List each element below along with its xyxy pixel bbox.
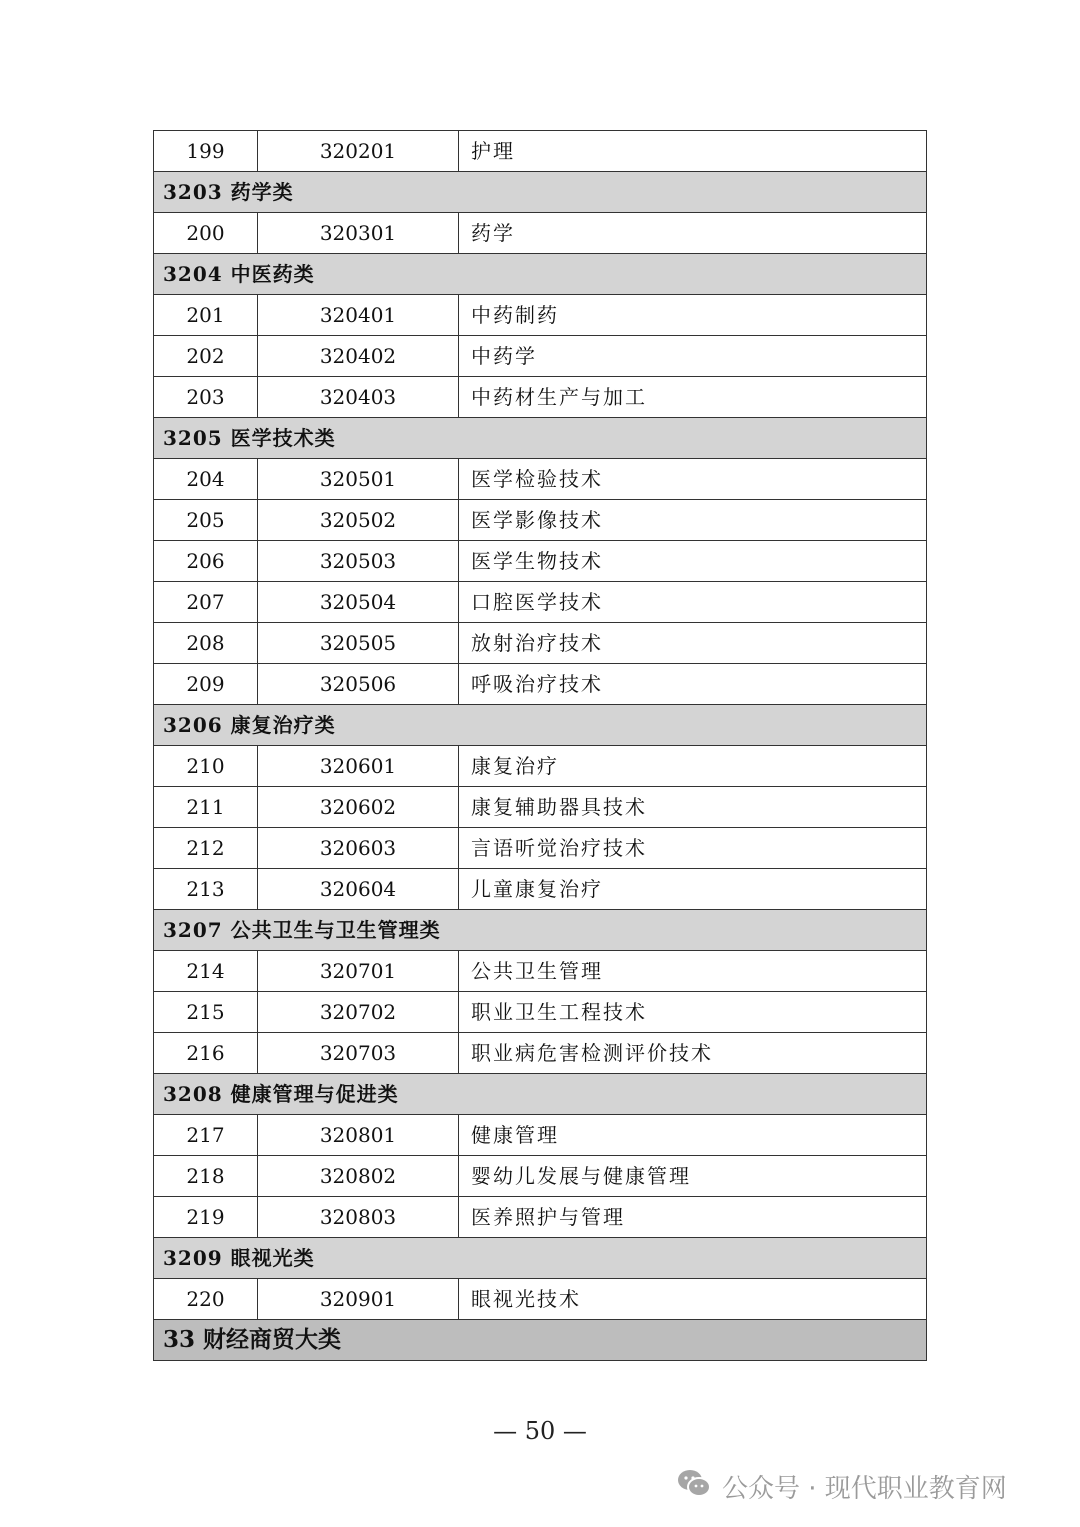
major-category-label: 33 财经商贸大类 — [154, 1320, 927, 1361]
row-name: 医养照护与管理 — [459, 1197, 927, 1238]
row-seq: 212 — [154, 828, 258, 869]
row-name: 康复治疗 — [459, 746, 927, 787]
table-row — [154, 295, 927, 336]
table-row — [154, 992, 927, 1033]
row-code: 320701 — [258, 951, 459, 992]
row-code: 320403 — [258, 377, 459, 418]
category-label: 3209 眼视光类 — [154, 1238, 927, 1279]
category-label: 3206 康复治疗类 — [154, 705, 927, 746]
table-row — [154, 1197, 927, 1238]
row-seq: 207 — [154, 582, 258, 623]
major-category-row — [154, 1320, 927, 1361]
row-name: 中药学 — [459, 336, 927, 377]
row-code: 320201 — [258, 131, 459, 172]
row-seq: 200 — [154, 213, 258, 254]
category-row — [154, 172, 927, 213]
category-row — [154, 1074, 927, 1115]
table-row — [154, 623, 927, 664]
row-code: 320602 — [258, 787, 459, 828]
wechat-icon — [676, 1467, 712, 1506]
table-row — [154, 1033, 927, 1074]
row-seq: 202 — [154, 336, 258, 377]
row-name: 婴幼儿发展与健康管理 — [459, 1156, 927, 1197]
table-body — [154, 131, 927, 1361]
row-name: 中药材生产与加工 — [459, 377, 927, 418]
category-label: 3207 公共卫生与卫生管理类 — [154, 910, 927, 951]
major-catalog-table — [153, 130, 927, 1361]
row-name: 康复辅助器具技术 — [459, 787, 927, 828]
row-name: 医学生物技术 — [459, 541, 927, 582]
table-row — [154, 787, 927, 828]
row-code: 320301 — [258, 213, 459, 254]
row-code: 320504 — [258, 582, 459, 623]
major-catalog-table-container — [153, 130, 927, 1361]
table-row — [154, 1115, 927, 1156]
table-row — [154, 500, 927, 541]
row-code: 320604 — [258, 869, 459, 910]
row-name: 药学 — [459, 213, 927, 254]
row-code: 320401 — [258, 295, 459, 336]
row-seq: 203 — [154, 377, 258, 418]
category-row — [154, 254, 927, 295]
category-label: 3204 中医药类 — [154, 254, 927, 295]
table-row — [154, 1279, 927, 1320]
row-seq: 204 — [154, 459, 258, 500]
row-name: 职业病危害检测评价技术 — [459, 1033, 927, 1074]
row-code: 320501 — [258, 459, 459, 500]
table-row — [154, 828, 927, 869]
row-name: 护理 — [459, 131, 927, 172]
row-code: 320802 — [258, 1156, 459, 1197]
table-row — [154, 664, 927, 705]
table-row — [154, 336, 927, 377]
row-seq: 209 — [154, 664, 258, 705]
table-row — [154, 869, 927, 910]
row-code: 320702 — [258, 992, 459, 1033]
table-row — [154, 582, 927, 623]
row-code: 320505 — [258, 623, 459, 664]
watermark — [676, 1466, 1007, 1506]
category-row — [154, 705, 927, 746]
row-seq: 205 — [154, 500, 258, 541]
row-code: 320502 — [258, 500, 459, 541]
row-seq: 206 — [154, 541, 258, 582]
row-seq: 219 — [154, 1197, 258, 1238]
row-name: 医学影像技术 — [459, 500, 927, 541]
watermark-text: 公众号 · 现代职业教育网 — [722, 1473, 1007, 1504]
row-name: 职业卫生工程技术 — [459, 992, 927, 1033]
row-seq: 220 — [154, 1279, 258, 1320]
row-seq: 213 — [154, 869, 258, 910]
row-code: 320503 — [258, 541, 459, 582]
row-name: 医学检验技术 — [459, 459, 927, 500]
row-name: 中药制药 — [459, 295, 927, 336]
row-name: 公共卫生管理 — [459, 951, 927, 992]
row-name: 言语听觉治疗技术 — [459, 828, 927, 869]
table-row — [154, 746, 927, 787]
row-name: 眼视光技术 — [459, 1279, 927, 1320]
row-code: 320703 — [258, 1033, 459, 1074]
table-row — [154, 951, 927, 992]
row-seq: 216 — [154, 1033, 258, 1074]
category-label: 3203 药学类 — [154, 172, 927, 213]
row-seq: 218 — [154, 1156, 258, 1197]
table-row — [154, 459, 927, 500]
row-code: 320603 — [258, 828, 459, 869]
row-name: 呼吸治疗技术 — [459, 664, 927, 705]
table-row — [154, 377, 927, 418]
table-row — [154, 541, 927, 582]
row-seq: 210 — [154, 746, 258, 787]
category-row — [154, 1238, 927, 1279]
category-label: 3205 医学技术类 — [154, 418, 927, 459]
row-name: 放射治疗技术 — [459, 623, 927, 664]
row-name: 健康管理 — [459, 1115, 927, 1156]
category-label: 3208 健康管理与促进类 — [154, 1074, 927, 1115]
row-seq: 208 — [154, 623, 258, 664]
row-code: 320506 — [258, 664, 459, 705]
table-row — [154, 131, 927, 172]
row-code: 320601 — [258, 746, 459, 787]
row-code: 320801 — [258, 1115, 459, 1156]
row-seq: 211 — [154, 787, 258, 828]
table-row — [154, 1156, 927, 1197]
row-code: 320803 — [258, 1197, 459, 1238]
row-seq: 217 — [154, 1115, 258, 1156]
row-seq: 199 — [154, 131, 258, 172]
row-seq: 215 — [154, 992, 258, 1033]
row-name: 口腔医学技术 — [459, 582, 927, 623]
category-row — [154, 910, 927, 951]
row-seq: 201 — [154, 295, 258, 336]
row-name: 儿童康复治疗 — [459, 869, 927, 910]
table-row — [154, 213, 927, 254]
row-seq: 214 — [154, 951, 258, 992]
page-number: — 50 — — [493, 1417, 587, 1445]
row-code: 320402 — [258, 336, 459, 377]
category-row — [154, 418, 927, 459]
row-code: 320901 — [258, 1279, 459, 1320]
